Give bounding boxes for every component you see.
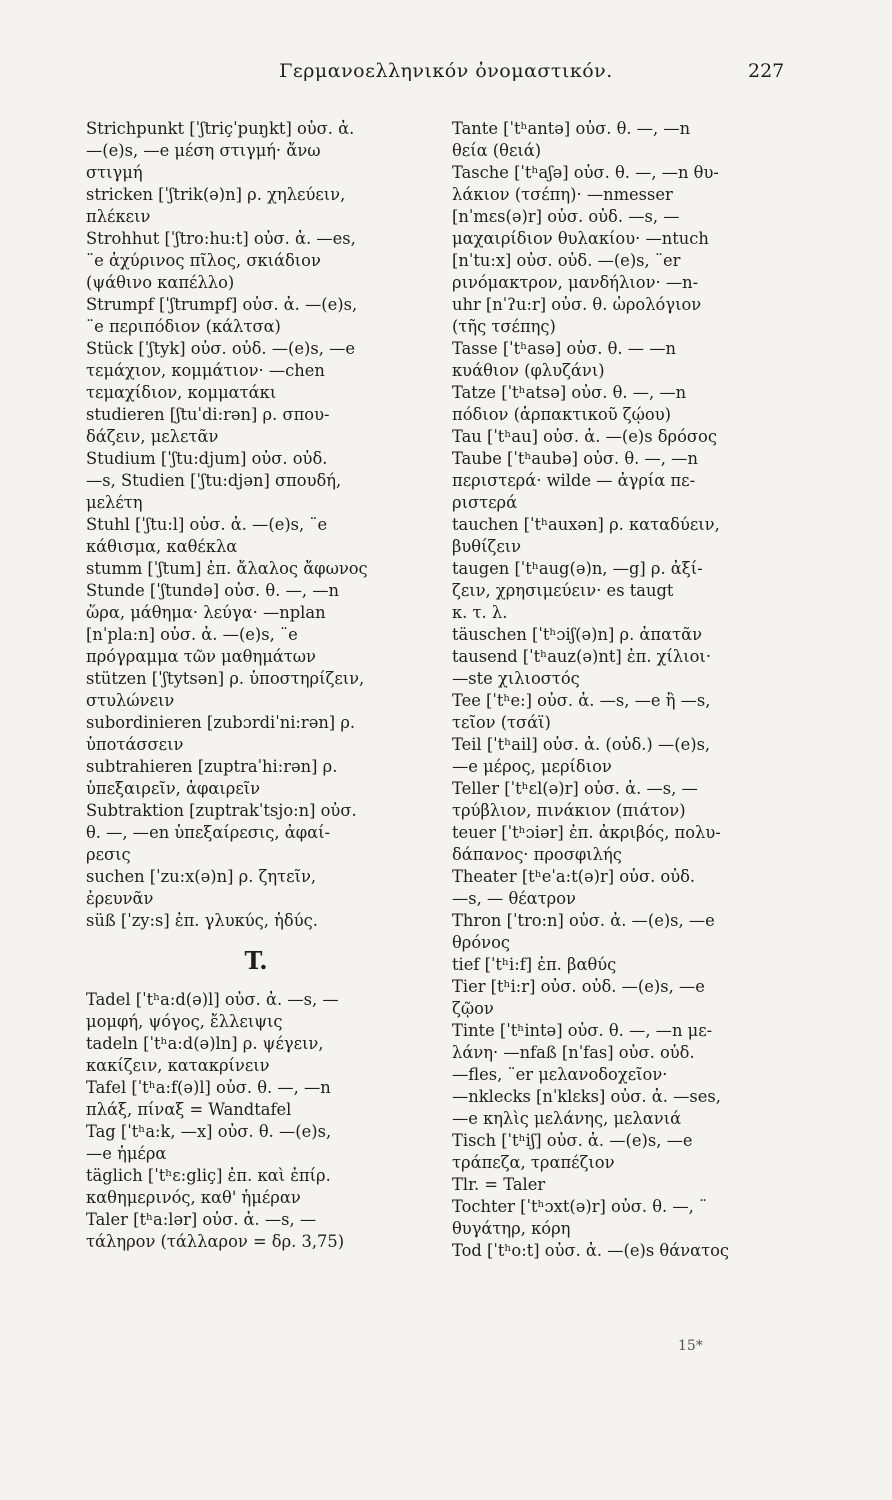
entry-line: —(e)s, —e μέση στιγμή· ἄνω <box>86 141 321 160</box>
entry-line: θρόνος <box>452 933 510 952</box>
entry-line: tadeln [ˈtʰa:d(ə)ln] ρ. ψέγειν, <box>86 1034 324 1053</box>
entry-line: Theater [tʰeˈa:t(ə)r] οὐσ. οὐδ. <box>452 867 696 886</box>
left-entries-top <box>86 118 426 932</box>
entry-line: Stunde [ˈʃtundə] οὐσ. θ. —, —n <box>86 581 339 600</box>
entry-line: —e ἡμέρα <box>86 1144 167 1163</box>
entry-line: Tafel [ˈtʰa:f(ə)l] οὐσ. θ. —, —n <box>86 1078 331 1097</box>
entry-line: θ. —, —en ὑπεξαίρεσις, ἀφαί- <box>86 823 330 842</box>
entry-line: θυγάτηρ, κόρη <box>452 1219 571 1238</box>
entry-line: tief [ˈtʰi:f] ἐπ. βαθύς <box>452 955 617 974</box>
entry-line: stricken [ˈʃtrik(ə)n] ρ. χηλεύειν, <box>86 185 346 204</box>
entry-line: στυλώνειν <box>86 691 175 710</box>
entry-line: πρόγραμμα τῶν μαθημάτων <box>86 647 316 666</box>
entry-line: Tochter [ˈtʰɔxt(ə)r] οὐσ. θ. —, ¨ <box>452 1197 708 1216</box>
entry-line: (ψάθινο καπέλλο) <box>86 273 235 292</box>
entry-line: ριστερά <box>452 493 518 512</box>
entry-line: κ. τ. λ. <box>452 603 508 622</box>
entry-line: Subtraktion [zuptrakˈtsjo:n] οὐσ. <box>86 801 357 820</box>
entry-line: täuschen [ˈtʰɔiʃ(ə)n] ρ. ἀπατᾶν <box>452 625 703 644</box>
entry-line: κακίζειν, κατακρίνειν <box>86 1056 270 1075</box>
entry-line: (τῆς τσέπης) <box>452 317 556 336</box>
entry-line: Taube [ˈtʰaubə] οὐσ. θ. —, —n <box>452 449 698 468</box>
entry-line: θεία (θειά) <box>452 141 542 160</box>
entry-line: subordinieren [zubɔrdiˈni:rən] ρ. <box>86 713 356 732</box>
entry-line: Tau [ˈtʰau] οὐσ. ἀ. —(e)s δρόσος <box>452 427 717 446</box>
entry-line: Thron [ˈtro:n] οὐσ. ἀ. —(e)s, —e <box>452 911 715 930</box>
entry-line: μαχαιρίδιον θυλακίου· —ntuch <box>452 229 709 248</box>
entry-line: καθημερινός, καθ' ἡμέραν <box>86 1188 301 1207</box>
entry-line: Studium [ˈʃtu:djum] οὐσ. οὐδ. <box>86 449 328 468</box>
page-number: 227 <box>748 60 785 82</box>
entry-line: süß [ˈzy:s] ἐπ. γλυκύς, ἡδύς. <box>86 911 318 930</box>
entry-line: τράπεζα, τραπέζιον <box>452 1153 615 1172</box>
entry-line: [nˈpla:n] οὐσ. ἀ. —(e)s, ¨e <box>86 625 298 644</box>
entry-line: Tante [ˈtʰantə] οὐσ. θ. —, —n <box>452 119 691 138</box>
entry-line: τεμαχίδιον, κομματάκι <box>86 383 277 402</box>
entry-line: ¨e ἀχύρινος πῖλος, σκιάδιον <box>86 251 321 270</box>
entry-line: ἐρευνᾶν <box>86 889 154 908</box>
entry-line: täglich [ˈtʰɛ:gliç] ἐπ. καὶ ἐπίρ. <box>86 1166 331 1185</box>
entry-line: [nˈtu:x] οὐσ. οὐδ. —(e)s, ¨er <box>452 251 681 270</box>
entry-line: περιστερά· wilde — ἀγρία πε- <box>452 471 696 490</box>
entry-line: uhr [nˈʔu:r] οὐσ. θ. ὡρολόγιον <box>452 295 702 314</box>
section-letter: T. <box>244 946 268 975</box>
entry-line: stützen [ˈʃtytsən] ρ. ὑποστηρίζειν, <box>86 669 365 688</box>
entry-line: subtrahieren [zuptraˈhi:rən] ρ. <box>86 757 338 776</box>
entry-line: [nˈmɛs(ə)r] οὐσ. οὐδ. —s, — <box>452 207 680 226</box>
entry-line: tauchen [ˈtʰauxən] ρ. καταδύειν, <box>452 515 720 534</box>
entry-line: μομφή, ψόγος, ἔλλειψις <box>86 1012 283 1031</box>
entry-line: —s, — θέατρον <box>452 889 576 908</box>
entry-line: —s, Studien [ˈʃtu:djən] σπουδή, <box>86 471 342 490</box>
entry-line: Tadel [ˈtʰa:d(ə)l] οὐσ. ἀ. —s, — <box>86 990 339 1009</box>
entry-line: stumm [ˈʃtum] ἐπ. ἄλαλος ἄφωνος <box>86 559 368 578</box>
entry-line: τεῖον (τσάϊ) <box>452 713 551 732</box>
entry-line: ζῷον <box>452 999 494 1018</box>
entry-line: Tier [tʰi:r] οὐσ. οὐδ. —(e)s, —e <box>452 977 705 996</box>
entry-line: Tisch [ˈtʰiʃ] οὐσ. ἀ. —(e)s, —e <box>452 1131 693 1150</box>
signature-mark: 15* <box>678 1338 703 1354</box>
entry-line: λάνη· —nfaß [nˈfas] οὐσ. οὐδ. <box>452 1043 695 1062</box>
entry-line: Tlr. = Taler <box>452 1175 546 1194</box>
left-entries-bottom <box>86 989 426 1253</box>
entry-line: ὑποτάσσειν <box>86 735 184 754</box>
entry-line: Stück [ˈʃtyk] οὐσ. οὐδ. —(e)s, —e <box>86 339 355 358</box>
entry-line: ὑπεξαιρεῖν, ἀφαιρεῖν <box>86 779 261 798</box>
entry-line: ὥρα, μάθημα· λεύγα· —nplan <box>86 603 326 622</box>
entry-line: Teil [ˈtʰail] οὐσ. ἀ. (οὐδ.) —(e)s, <box>452 735 711 754</box>
entry-line: ζειν, χρησιμεύειν· es taugt <box>452 581 674 600</box>
entry-line: Tod [ˈtʰo:t] οὐσ. ἀ. —(e)s θάνατος <box>452 1241 730 1260</box>
entry-line: βυθίζειν <box>452 537 522 556</box>
entry-line: —ste χιλιοστός <box>452 669 580 688</box>
entry-line: Strohhut [ˈʃtro:hu:t] οὐσ. ἀ. —es, <box>86 229 356 248</box>
entry-line: Strichpunkt [ˈʃtriçˈpuŋkt] οὐσ. ἀ. <box>86 119 355 138</box>
entry-line: τεμάχιον, κομμάτιον· —chen <box>86 361 325 380</box>
entry-line: δάζειν, μελετᾶν <box>86 427 219 446</box>
entry-line: Tasse [ˈtʰasə] οὐσ. θ. — —n <box>452 339 677 358</box>
entry-line: κυάθιον (φλυζάνι) <box>452 361 605 380</box>
entry-line: Tatze [ˈtʰatsə] οὐσ. θ. —, —n <box>452 383 687 402</box>
entry-line: ρινόμακτρον, μανδήλιον· —n- <box>452 273 699 292</box>
entry-line: Tasche [ˈtʰaʃə] οὐσ. θ. —, —n θυ- <box>452 163 719 182</box>
entry-line: —nklecks [nˈklɛks] οὐσ. ἀ. —ses, <box>452 1087 721 1106</box>
entry-line: —e μέρος, μερίδιον <box>452 757 612 776</box>
entry-line: Stuhl [ˈʃtu:l] οὐσ. ἀ. —(e)s, ¨e <box>86 515 328 534</box>
entry-line: tausend [ˈtʰauz(ə)nt] ἐπ. χίλιοι· <box>452 647 711 666</box>
entry-line: μελέτη <box>86 493 143 512</box>
entry-line: λάκιον (τσέπη)· —nmesser <box>452 185 673 204</box>
entry-line: πλέκειν <box>86 207 151 226</box>
entry-line: Strumpf [ˈʃtrumpf] οὐσ. ἀ. —(e)s, <box>86 295 358 314</box>
entry-line: τρύβλιον, πινάκιον (πιάτον) <box>452 801 686 820</box>
entry-line: taugen [ˈtʰaug(ə)n, —g] ρ. ἀξί- <box>452 559 703 578</box>
entry-line: —e κηλὶς μελάνης, μελανιά <box>452 1109 682 1128</box>
right-column <box>452 118 797 1262</box>
entry-line: στιγμή <box>86 163 143 182</box>
entry-line: Tinte [ˈtʰintə] οὐσ. θ. —, —n με- <box>452 1021 713 1040</box>
entry-line: suchen [ˈzu:x(ə)n] ρ. ζητεῖν, <box>86 867 317 886</box>
entry-line: studieren [ʃtuˈdi:rən] ρ. σπου- <box>86 405 330 424</box>
entry-line: Tee [ˈtʰe:] οὐσ. ἀ. —s, —e ἢ —s, <box>452 691 711 710</box>
left-column <box>86 118 426 1253</box>
entry-line: teuer [ˈtʰɔiər] ἐπ. ἀκριβός, πολυ- <box>452 823 721 842</box>
entry-line: ρεσις <box>86 845 131 864</box>
entry-line: κάθισμα, καθέκλα <box>86 537 238 556</box>
entry-line: ¨e περιπόδιον (κάλτσα) <box>86 317 281 336</box>
entry-line: Taler [tʰa:lər] οὐσ. ἀ. —s, — <box>86 1210 317 1229</box>
entry-line: πόδιον (ἁρπακτικοῦ ζῴου) <box>452 405 671 424</box>
running-title: Γερμανοελληνικόν ὀνομαστικόν. <box>279 60 613 82</box>
entry-line: Teller [ˈtʰɛl(ə)r] οὐσ. ἀ. —s, — <box>452 779 698 798</box>
entry-line: πλάξ, πίναξ = Wandtafel <box>86 1100 292 1119</box>
entry-line: Tag [ˈtʰa:k, —x] οὐσ. θ. —(e)s, <box>86 1122 332 1141</box>
entry-line: —fles, ¨er μελανοδοχεῖον· <box>452 1065 668 1084</box>
entry-line: τάληρον (τάλλαρον = δρ. 3,75) <box>86 1232 345 1251</box>
right-entries <box>452 118 797 1262</box>
entry-line: δάπανος· προσφιλής <box>452 845 622 864</box>
